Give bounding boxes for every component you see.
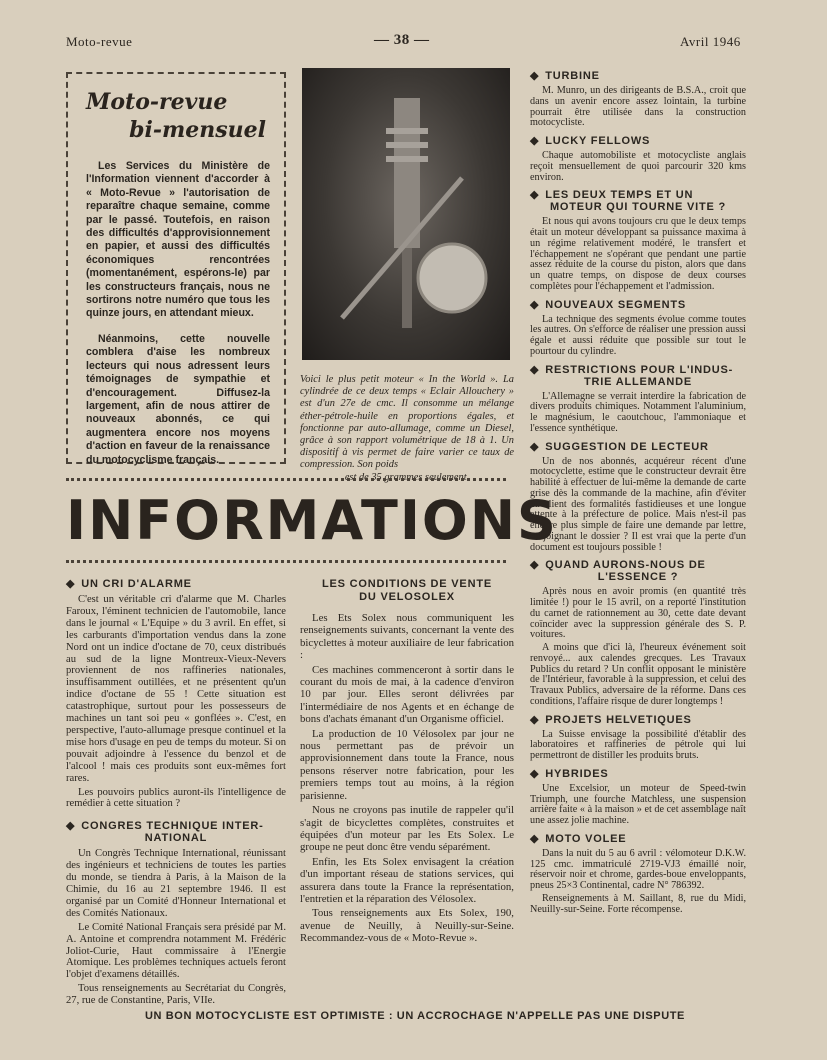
article-paragraph: Une Excelsior, un moteur de Speed-twin Triumph, une fourche Matchless, une suspension arrière faite « à la maison » et de cet assemblage naît une assez jolie machine. [530, 782, 746, 826]
heading-cri-alarme [66, 578, 286, 590]
article-paragraph: Chaque automobiliste et motocycliste anglais reçoit mensuellement de quoi parcourir 320 kms environ. [530, 150, 746, 183]
heading-text-cont: NATIONAL [144, 832, 208, 845]
footer-slogan: UN BON MOTOCYCLISTE EST OPTIMISTE : UN ACCROCHAGE N'APPELLE PAS UNE DISPUTE [145, 1010, 685, 1022]
diamond-icon: ◆ [530, 189, 540, 202]
article-paragraph: Et nous qui avons toujours cru que le deux temps était un moteur développant sa puissance maxima à un régime relativement modéré, le transfert et l'échappement ne s'opérant que pendant une partie assez réduite de la course du piston, alors que dans un quatre temps, on dispose de deux courses complètes pour l'échappement et l'admission. [530, 216, 746, 292]
running-head-right: Avril 1946 [680, 34, 741, 49]
diamond-icon: ◆ [530, 298, 540, 311]
article-paragraph: L'Allemagne se verrait interdire la fabrication de divers produits chimiques. Notamment l'aluminium, le magnésium, le caoutchouc, l'ammoniaque et l'essence synthétique. [530, 390, 746, 434]
heading-lucky-fellows [530, 135, 746, 147]
photo-caption [300, 374, 514, 484]
banner-top-rule [66, 478, 506, 481]
heading-text: MOTO VOLEE [545, 832, 627, 845]
heading-text: PROJETS HELVETIQUES [545, 713, 692, 726]
engine-fin-shape [386, 156, 428, 162]
diamond-icon: ◆ [530, 440, 540, 453]
diamond-icon: ◆ [530, 559, 540, 572]
article-paragraph: Un de nos abonnés, acquéreur récent d'une motocyclette, estime que le constructeur devrait être habilité à effectuer de lui-même la demande de carte grise dès la commande de la machine, afin d'éviter au client des formalités fastidieuses et une longue attente à la préfecture de police. Mais n'est-il pas encore plus simple de faire une demande par lettre, en joignant le dossier ? Il est vrai que la perte d'un document est toujours possible ! [530, 455, 746, 553]
heading-projets-helvetiques [530, 714, 746, 726]
announcement-box [66, 72, 286, 464]
article-paragraph: Renseignements à M. Saillant, 8, rue du Midi, Neuilly-sur-Seine. Forte récompense. [530, 892, 746, 915]
diamond-icon: ◆ [530, 363, 540, 376]
article-paragraph: La production de 10 Vélosolex par jour ne nous permettant pas de prévoir un approvisionnement dans toute la France, nous pensons réserver notre fabrication, pour les premiers temps tout au moins, à la région parisienne. [300, 727, 514, 802]
diamond-icon: ◆ [530, 832, 540, 845]
article-paragraph: C'est un véritable cri d'alarme que M. Charles Faroux, l'éminent technicien de l'automobile, lance dans le journal « L'Equipe » du 3 avril. En effet, si les carburants d'importation vendus dans la zone Nord ont un indice d'octane de 70, ceux distribués au sud de la ligne Montreux-Vieux-Nevers proviennent de nos raffineries nationales, insuffisamment outillées, et ne présentent qu'un indice d'octane de 55 ! Cette situation est catastrophique, surtout pour les possesseurs de machines un tant soi peu « gonflées ». C'est, en perspective, l'auto-allumage presque continuel et la mise hors d'usage en peu de temps du moteur. Si on pouvait adjoindre à l'essence du benzol et de l'alcool ! mais ces produits sont eux-mêmes fort rares. [66, 594, 286, 784]
photo-caption-end: est de 35 grammes seulement. [344, 471, 470, 483]
heading-suggestion [530, 441, 746, 453]
article-paragraph: La technique des segments évolue comme toutes les autres. On s'efforce de réaliser une pression aussi égale et aussi réduite que possible sur tout le pourtour du cylindre. [530, 313, 746, 357]
heading-moto-volee [530, 833, 746, 845]
heading-text: TURBINE [545, 70, 600, 82]
heading-turbine [530, 70, 746, 82]
article-paragraph: Tous renseignements au Secrétariat du Congrès, 27, rue de Constantine, Paris, VIIe. [66, 983, 286, 1007]
announcement-title-line1: Moto-revue [86, 89, 228, 115]
heading-text: NOUVEAUX SEGMENTS [545, 298, 686, 311]
diamond-icon: ◆ [66, 578, 76, 590]
diamond-icon: ◆ [530, 70, 540, 82]
announcement-title [86, 88, 270, 144]
heading-text: LES DEUX TEMPS ET UN [545, 189, 694, 202]
column-2 [300, 578, 514, 947]
heading-text: HYBRIDES [545, 767, 609, 780]
article-paragraph: Ces machines commenceront à sortir dans le courant du mois de mai, à la cadence d'environ 10 par jour. Elles seront délivrées par l'intermédiaire de nos Agents et en échange de bons d'achats émanant d'un Organisme officiel. [300, 663, 514, 726]
column-1 [66, 572, 286, 1009]
diamond-icon: ◆ [66, 820, 76, 833]
column-3 [530, 64, 746, 917]
heading-text: SUGGESTION DE LECTEUR [545, 440, 709, 453]
coin-shape [418, 244, 486, 312]
engine-fin-shape [386, 142, 428, 148]
diamond-icon: ◆ [530, 767, 540, 780]
heading-text-cont: TRIE ALLEMANDE [584, 375, 692, 388]
heading-hybrides [530, 768, 746, 780]
announcement-paragraph-1: Les Services du Ministère de l'Information viennent d'accorder à « Moto-Revue » l'autorisation de reparaître chaque semaine, comme par le passé. Toutefois, en raison des difficultés d'approvisionnement en papier, et aussi des difficultés économiques rencontrées (momentanément, espérons-le) par les constructeurs français, nous ne sortirons notre numéro que tous les quinze jours, en attendant mieux. [86, 160, 270, 320]
heading-text: UN CRI D'ALARME [81, 578, 192, 590]
announcement-paragraph-2: Néanmoins, cette nouvelle comblera d'aise les nombreux lecteurs qui nous adressent leurs témoignages de sympathie et d'encouragement. Diffusez-la largement, afin de nous attirer de nouveaux abonnés, ce qui augmentera encore nos moyens d'action en faveur de la renaissance du motocyclisme français. [86, 332, 270, 466]
heading-deux-temps [530, 189, 746, 213]
diamond-icon: ◆ [530, 135, 540, 147]
heading-text-cont: L'ESSENCE ? [597, 571, 679, 584]
heading-essence [530, 559, 746, 583]
engine-rod-shape [402, 248, 412, 328]
diamond-icon: ◆ [530, 713, 540, 726]
running-head-left: Moto-revue [66, 34, 133, 49]
engine-cylinder-shape [394, 98, 420, 248]
heading-congres [66, 820, 286, 844]
article-paragraph: Le Comité National Français sera présidé par M. A. Antoine et comprendra notamment M. Frédéric Joliot-Curie, Haut commissaire à l'Energie Atomique. Les problèmes techniques actuels feront l'objet d'examens détaillés. [66, 921, 286, 981]
article-paragraph: La Suisse envisage la possibilité d'établir des laboratoires et raffineries de pétrole qui lui permettront de distiller les produits bruts. [530, 728, 746, 761]
engine-photo [302, 68, 510, 360]
article-paragraph: Tous renseignements aux Ets Solex, 190, avenue de Neuilly, à Neuilly-sur-Seine. Recommandez-vous de « Moto-Revue ». [300, 907, 514, 945]
heading-text: LUCKY FELLOWS [545, 135, 651, 147]
heading-text: CONGRES TECHNIQUE INTER- [81, 820, 264, 833]
article-paragraph: Les Ets Solex nous communiquent les renseignements suivants, concernant la vente des bicyclettes à moteur auxiliaire de leur fabrication : [300, 612, 514, 662]
photo-caption-text: Voici le plus petit moteur « In the World ». La cylindrée de ce deux temps « Eclair Allouchery » est d'un 27e de cmc. Il consomme un mélange éther-pétrole-huile en proportions égales, et fonctionne par auto-allumage, comme un Diesel, grâce à son rapport volumétrique de 18 à 1. Un dispositif à vis permet de faire varier ce taux de compression. Son poids [300, 374, 514, 471]
article-paragraph: Après nous en avoir promis (en quantité très limitée !) pour le 15 avril, on a reporté l'institution du carnet de rationnement au 30, cette date devant coïncider avec la suppression générale des S. P. voitures. [530, 586, 746, 641]
article-paragraph: Dans la nuit du 5 au 6 avril : vélomoteur D.K.W. 125 cmc. immatriculé 2719-VJ3 émaillé noir, réservoir noir et chrome, gardes-boue enveloppants, pneus 25×3 Continental, cadre N° 786392. [530, 847, 746, 891]
heading-text: RESTRICTIONS POUR L'INDUS- [545, 363, 734, 376]
heading-text-cont: DU VELOSOLEX [359, 591, 455, 603]
banner-word: INFORMATIONS [66, 489, 558, 552]
article-paragraph: Nous ne croyons pas inutile de rappeler qu'il s'agit de bicyclettes complètes, construites et équipées d'un moteur par les Ets Solex. Le groupe ne peut donc être vendu séparément. [300, 804, 514, 854]
announcement-title-line2: bi-mensuel [129, 117, 266, 143]
article-paragraph: Les pouvoirs publics auront-ils l'intelligence de remédier à cette situation ? [66, 786, 286, 810]
heading-text-cont: MOTEUR QUI TOURNE VITE ? [549, 201, 727, 214]
engine-photo-illustration [302, 68, 510, 360]
engine-fin-shape [386, 128, 428, 134]
heading-text: QUAND AURONS-NOUS DE [545, 559, 706, 572]
article-paragraph: M. Munro, un des dirigeants de B.S.A., croit que dans un avenir encore assez lointain, la turbine pourrait être utilisée dans la construction motocycliste. [530, 85, 746, 129]
heading-velosolex [300, 578, 514, 604]
article-paragraph: Un Congrès Technique International, réunissant des ingénieurs et techniciens de toutes les parties du monde, se tiendra à Paris, à la Maison de la Chimie, du 16 au 21 septembre 1946. Il est organisé par un Comité d'Honneur International et des Comités Nationaux. [66, 848, 286, 919]
informations-banner [66, 478, 558, 564]
article-paragraph: Enfin, les Ets Solex envisagent la création d'un important réseau de stations services, qui assurera dans toute la France la représentation, l'entretien et la réparation des Vélosolex. [300, 855, 514, 905]
heading-text: LES CONDITIONS DE VENTE [322, 578, 492, 590]
page-number: — 38 — [374, 32, 430, 48]
article-paragraph: A moins que d'ici là, l'heureux événement soit renvoyé... aux calendes grecques. Les Travaux Publics du retard ? Un conflit opposant le ministère de l'Intérieur, favorable à la suppression, et celui des Travaux Publics, adversaire de la réforme. Dans ces conditions, l'affaire risque de durer longtemps ! [530, 642, 746, 707]
heading-restrictions [530, 364, 746, 388]
banner-bottom-rule [66, 560, 506, 563]
heading-segments [530, 299, 746, 311]
